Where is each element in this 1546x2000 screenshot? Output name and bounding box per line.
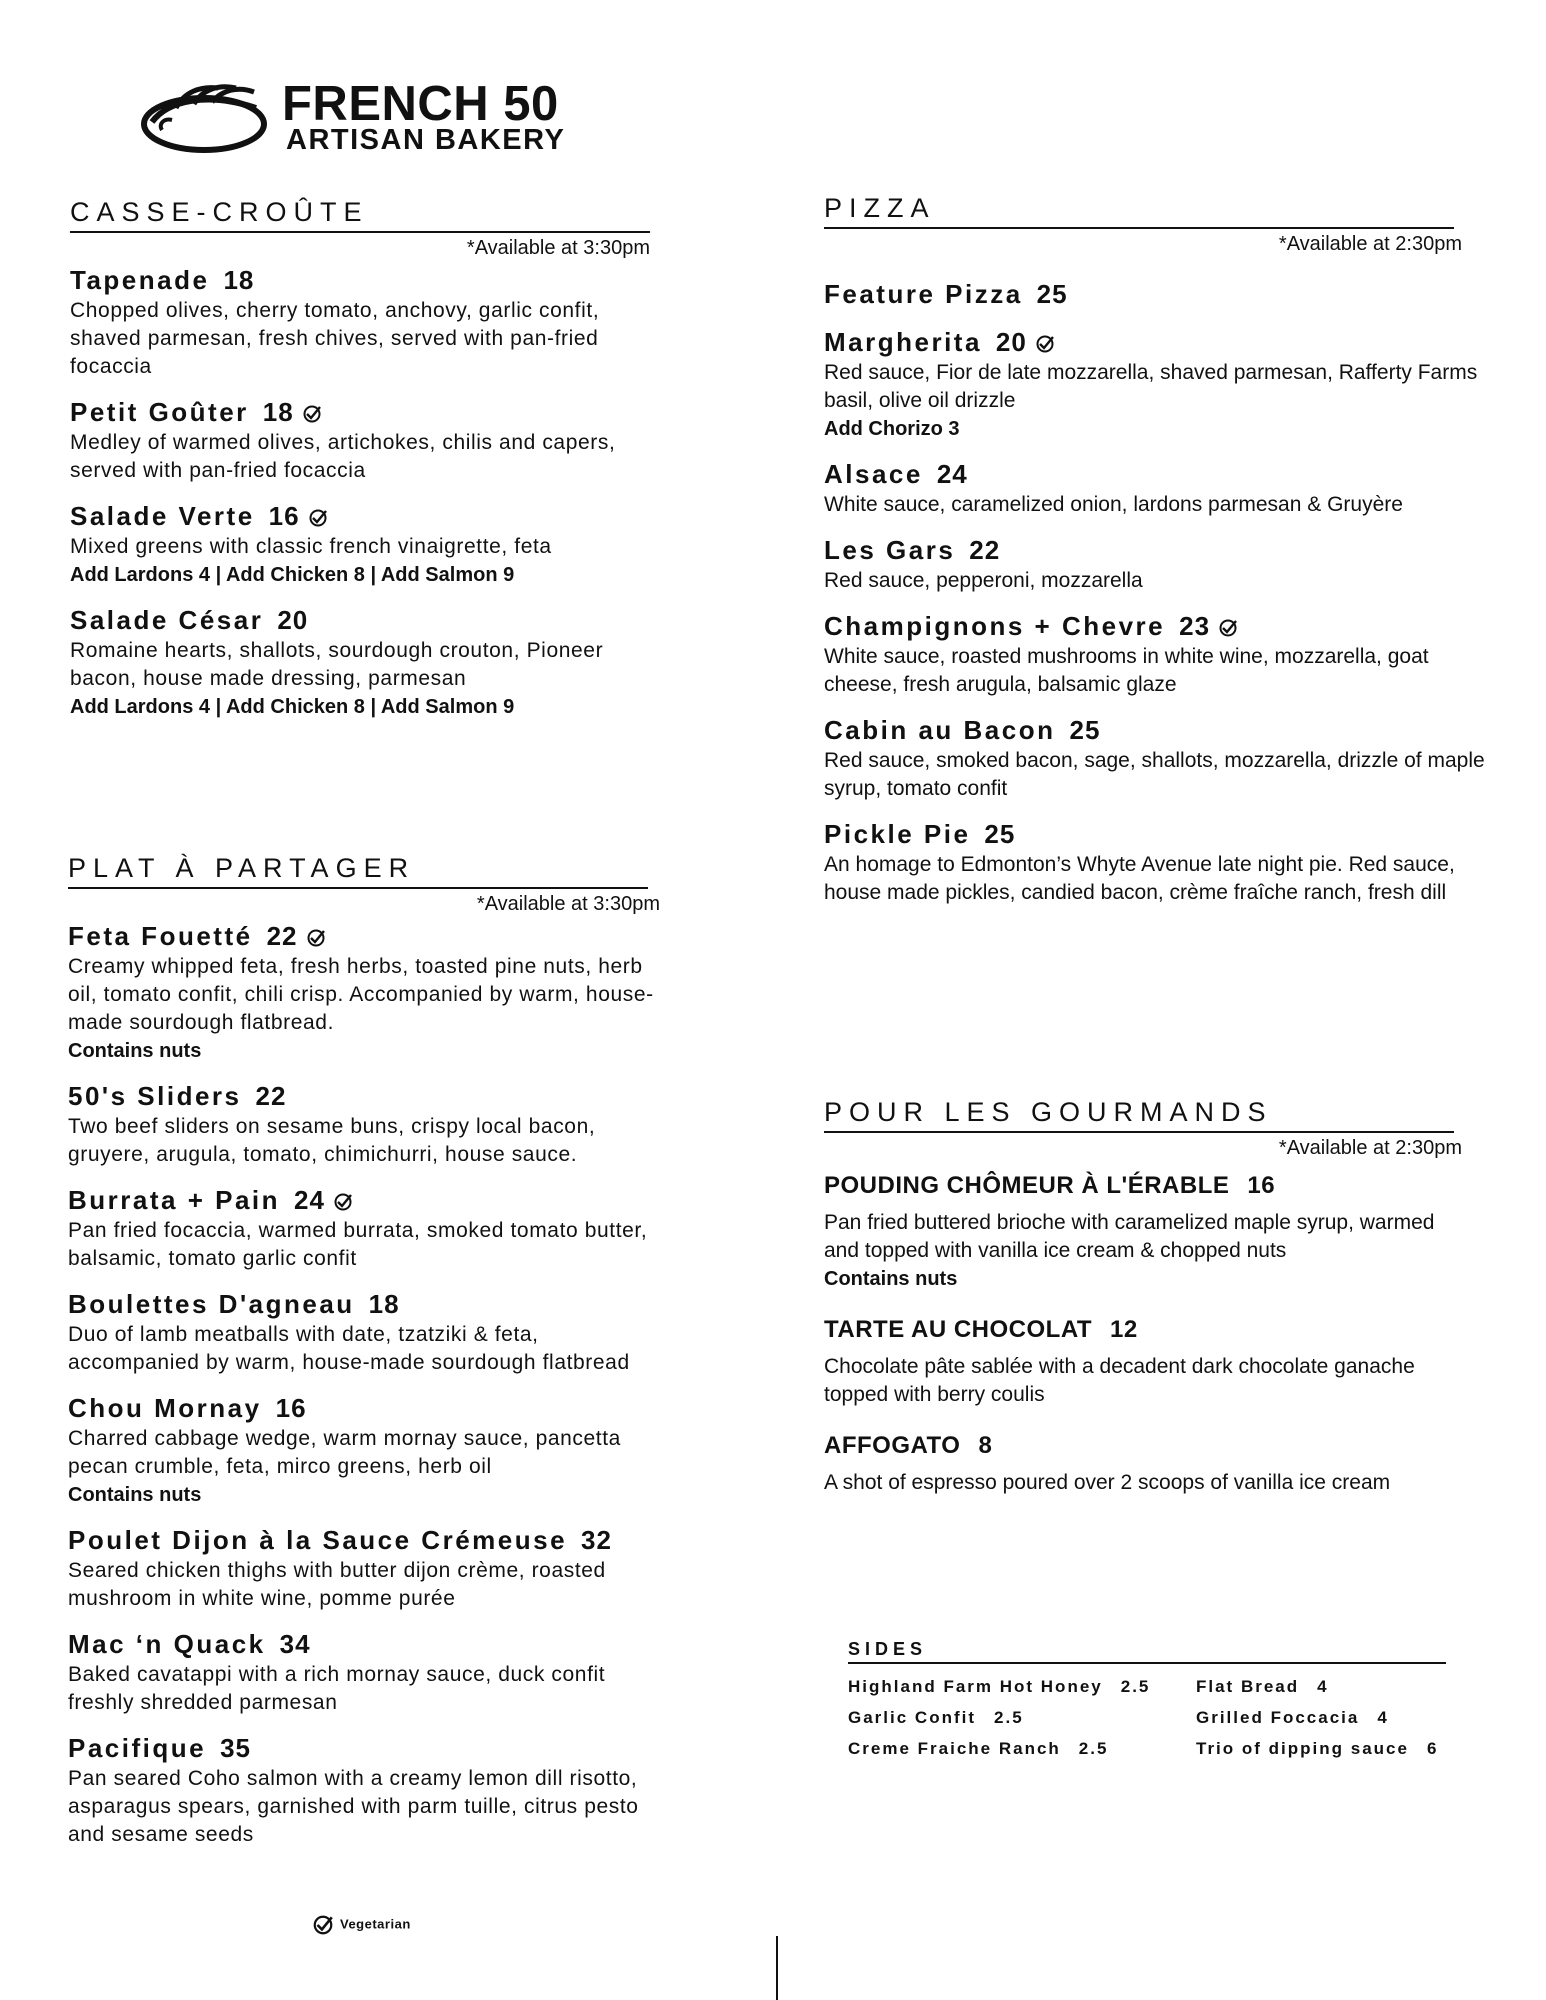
side-name: Grilled Foccacia: [1196, 1708, 1360, 1727]
item-price: 22: [969, 535, 1001, 565]
item-title: Tapenade: [70, 265, 210, 295]
item-name: [824, 1169, 1464, 1203]
item-description: Pan fried buttered brioche with caramelized maple syrup, warmed and topped with vanilla ice cream & chopped nuts: [824, 1211, 1435, 1262]
item-description: Romaine hearts, shallots, sourdough crouton, Pioneer bacon, house made dressing, parmesan: [70, 639, 604, 690]
item-price: 22: [266, 921, 298, 951]
side-item: [848, 1676, 1150, 1698]
item-addon: Contains nuts: [68, 1040, 202, 1062]
item-name: [824, 325, 1494, 359]
item-description: Duo of lamb meatballs with date, tzatziki & feta, accompanied by warm, house-made sourdough flatbread: [68, 1323, 630, 1374]
item-price: 20: [277, 605, 309, 635]
item-addon: Add Lardons 4 | Add Chicken 8 | Add Salmon 9: [70, 564, 515, 586]
item-description: Mixed greens with classic french vinaigrette, feta: [70, 535, 552, 558]
item-name: [824, 817, 1494, 851]
item-price: 18: [223, 265, 255, 295]
brand-logo: [138, 78, 598, 158]
item-title: Feature Pizza: [824, 279, 1023, 309]
item-name: [68, 1627, 668, 1661]
item-name: [70, 263, 650, 297]
menu-item: [824, 609, 1494, 699]
bread-loaf-icon: [138, 78, 278, 158]
menu-item: [824, 325, 1494, 443]
availability-note: *Available at 2:30pm: [1278, 233, 1462, 255]
vegetarian-icon: [302, 404, 322, 424]
brand-name: FRENCH 50: [282, 77, 559, 131]
item-title: Chou Mornay: [68, 1393, 262, 1423]
item-addon: Contains nuts: [68, 1484, 202, 1506]
side-item: [1196, 1738, 1438, 1760]
section-title: POUR LES GOURMANDS: [824, 1096, 1454, 1133]
menu-item: [68, 919, 668, 1065]
menu-item: [824, 713, 1494, 803]
item-description: Red sauce, pepperoni, mozzarella: [824, 569, 1143, 592]
side-name: Creme Fraiche Ranch: [848, 1739, 1061, 1758]
section-title: PLAT À PARTAGER: [68, 852, 648, 889]
item-description: An homage to Edmonton’s Whyte Avenue late night pie. Red sauce, house made pickles, candied bacon, crème fraîche ranch, fresh dill: [824, 853, 1455, 904]
item-title: Boulettes D'agneau: [68, 1289, 355, 1319]
item-description: Pan fried focaccia, warmed burrata, smoked tomato butter, balsamic, tomato garlic confit: [68, 1219, 648, 1270]
item-price: 24: [936, 459, 968, 489]
vegetarian-legend: [312, 1914, 411, 1936]
item-title: Pacifique: [68, 1733, 207, 1763]
item-price: 16: [268, 501, 300, 531]
menu-item: [824, 533, 1494, 595]
side-name: Trio of dipping sauce: [1196, 1739, 1409, 1758]
item-title: Burrata + Pain: [68, 1185, 281, 1215]
item-description: Medley of warmed olives, artichokes, chilis and capers, served with pan-fried focaccia: [70, 431, 616, 482]
item-name: [824, 533, 1494, 567]
item-description: Red sauce, Fior de late mozzarella, shaved parmesan, Rafferty Farms basil, olive oil drizzle: [824, 361, 1478, 412]
item-description: Chopped olives, cherry tomato, anchovy, garlic confit, shaved parmesan, fresh chives, served with pan-fried focaccia: [70, 299, 600, 378]
menu-item: [824, 817, 1494, 907]
item-description: Red sauce, smoked bacon, sage, shallots, mozzarella, drizzle of maple syrup, tomato confit: [824, 749, 1485, 800]
item-name: [70, 395, 650, 429]
item-price: 22: [255, 1081, 287, 1111]
section-pizza: [824, 192, 1494, 907]
item-title: Margherita: [824, 327, 982, 357]
menu-item: [70, 499, 650, 589]
item-name: [68, 1183, 668, 1217]
menu-item: [68, 1731, 668, 1849]
item-title: Poulet Dijon à la Sauce Crémeuse: [68, 1525, 568, 1555]
item-price: 16: [1247, 1172, 1276, 1199]
menu-item: [70, 395, 650, 485]
item-title: Alsace: [824, 459, 923, 489]
menu-item: [68, 1391, 668, 1509]
availability-note: *Available at 2:30pm: [1278, 1137, 1462, 1159]
menu-item: [68, 1627, 668, 1717]
availability-note: *Available at 3:30pm: [466, 237, 650, 259]
item-price: 12: [1110, 1316, 1138, 1343]
section-plat-a-partager: [68, 852, 668, 1849]
item-name: [68, 1079, 668, 1113]
menu-item: [824, 457, 1494, 519]
item-price: 24: [294, 1185, 325, 1215]
vegetarian-icon: [1035, 334, 1055, 354]
menu-item: [68, 1079, 668, 1169]
item-name: [68, 1287, 668, 1321]
item-name: [70, 499, 650, 533]
item-name: [68, 1391, 668, 1425]
side-name: Highland Farm Hot Honey: [848, 1677, 1103, 1696]
side-name: Garlic Confit: [848, 1708, 977, 1727]
item-name: [824, 277, 1494, 311]
item-description: White sauce, roasted mushrooms in white wine, mozzarella, goat cheese, fresh arugula, balsamic glaze: [824, 645, 1429, 696]
item-price: 32: [581, 1525, 612, 1555]
item-title: Les Gars: [824, 535, 956, 565]
item-name: [68, 1523, 668, 1557]
side-item: [848, 1738, 1108, 1760]
side-item: [1196, 1676, 1329, 1698]
item-price: 34: [279, 1629, 311, 1659]
sides-list: [848, 1664, 1446, 1774]
section-sides: [848, 1638, 1446, 1774]
menu-item: [824, 1429, 1464, 1497]
menu-item: [824, 1169, 1464, 1293]
section-title: PIZZA: [824, 192, 1454, 229]
item-name: [68, 1731, 668, 1765]
menu-item: [68, 1183, 668, 1273]
menu-item: [824, 277, 1494, 311]
item-description: A shot of espresso poured over 2 scoops of vanilla ice cream: [824, 1471, 1391, 1494]
item-name: [824, 1313, 1464, 1347]
side-price: 6: [1426, 1739, 1439, 1758]
legend-label: Vegetarian: [340, 1916, 411, 1932]
item-title: Cabin au Bacon: [824, 715, 1056, 745]
item-price: 35: [220, 1733, 252, 1763]
item-description: Baked cavatappi with a rich mornay sauce, duck confit freshly shredded parmesan: [68, 1663, 606, 1714]
item-title: Champignons + Chevre: [824, 611, 1166, 641]
item-price: 25: [1069, 715, 1101, 745]
page-divider: [776, 1936, 778, 2000]
item-price: 23: [1179, 611, 1211, 641]
side-price: 2.5: [1078, 1739, 1109, 1758]
section-title: CASSE-CROÛTE: [70, 196, 650, 233]
vegetarian-icon: [308, 508, 328, 528]
item-description: Creamy whipped feta, fresh herbs, toasted pine nuts, herb oil, tomato confit, chili crisp. Accompanied by warm, house-made sourdough flatbread.: [68, 955, 654, 1034]
item-title: POUDING CHÔMEUR À L'ÉRABLE: [824, 1172, 1230, 1199]
vegetarian-icon: [306, 928, 326, 948]
item-price: 16: [275, 1393, 307, 1423]
side-price: 2.5: [1120, 1677, 1151, 1696]
item-name: [70, 603, 650, 637]
item-addon: Add Lardons 4 | Add Chicken 8 | Add Salmon 9: [70, 696, 515, 718]
item-price: 25: [984, 819, 1016, 849]
item-title: Petit Goûter: [70, 397, 249, 427]
side-item: [1196, 1707, 1389, 1729]
side-price: 4: [1377, 1708, 1389, 1727]
item-description: Chocolate pâte sablée with a decadent dark chocolate ganache topped with berry coulis: [824, 1355, 1415, 1406]
item-name: [824, 609, 1494, 643]
item-description: Seared chicken thighs with butter dijon crème, roasted mushroom in white wine, pomme purée: [68, 1559, 606, 1610]
brand-subtitle: ARTISAN BAKERY: [286, 124, 566, 156]
item-description: Charred cabbage wedge, warm mornay sauce, pancetta pecan crumble, feta, mirco greens, herb oil: [68, 1427, 621, 1478]
side-name: Flat Bread: [1196, 1677, 1300, 1696]
item-name: [68, 919, 668, 953]
item-description: White sauce, caramelized onion, lardons parmesan & Gruyère: [824, 493, 1403, 516]
item-addon: Contains nuts: [824, 1268, 958, 1290]
side-price: 4: [1317, 1677, 1329, 1696]
menu-item: [824, 1313, 1464, 1409]
item-price: 18: [368, 1289, 400, 1319]
side-price: 2.5: [994, 1708, 1024, 1727]
item-price: 25: [1036, 279, 1068, 309]
item-description: Pan seared Coho salmon with a creamy lemon dill risotto, asparagus spears, garnished with parm tuille, citrus pesto and sesame seeds: [68, 1767, 639, 1846]
item-price: 18: [262, 397, 294, 427]
menu-item: [68, 1287, 668, 1377]
item-title: Salade César: [70, 605, 264, 635]
item-title: 50's Sliders: [68, 1081, 242, 1111]
menu-item: [70, 603, 650, 721]
item-price: 20: [995, 327, 1027, 357]
section-pour-les-gourmands: [824, 1096, 1464, 1497]
menu-item: [68, 1523, 668, 1613]
item-price: 8: [978, 1432, 993, 1459]
section-title: SIDES: [848, 1638, 1446, 1664]
item-title: TARTE AU CHOCOLAT: [824, 1316, 1093, 1343]
item-title: Salade Verte: [70, 501, 255, 531]
item-name: [824, 457, 1494, 491]
item-title: Mac ‘n Quack: [68, 1629, 266, 1659]
side-item: [848, 1707, 1024, 1729]
availability-note: *Available at 3:30pm: [476, 893, 660, 915]
vegetarian-icon: [312, 1914, 334, 1936]
vegetarian-icon: [1218, 618, 1238, 638]
section-casse-croute: [70, 196, 650, 721]
item-title: Pickle Pie: [824, 819, 971, 849]
item-name: [824, 1429, 1464, 1463]
menu-item: [70, 263, 650, 381]
item-name: [824, 713, 1494, 747]
vegetarian-icon: [333, 1192, 353, 1212]
item-description: Two beef sliders on sesame buns, crispy local bacon, gruyere, arugula, tomato, chimichurri, house sauce.: [68, 1115, 596, 1166]
item-title: Feta Fouetté: [68, 921, 253, 951]
item-addon: Add Chorizo 3: [824, 418, 960, 440]
item-title: AFFOGATO: [824, 1432, 961, 1459]
